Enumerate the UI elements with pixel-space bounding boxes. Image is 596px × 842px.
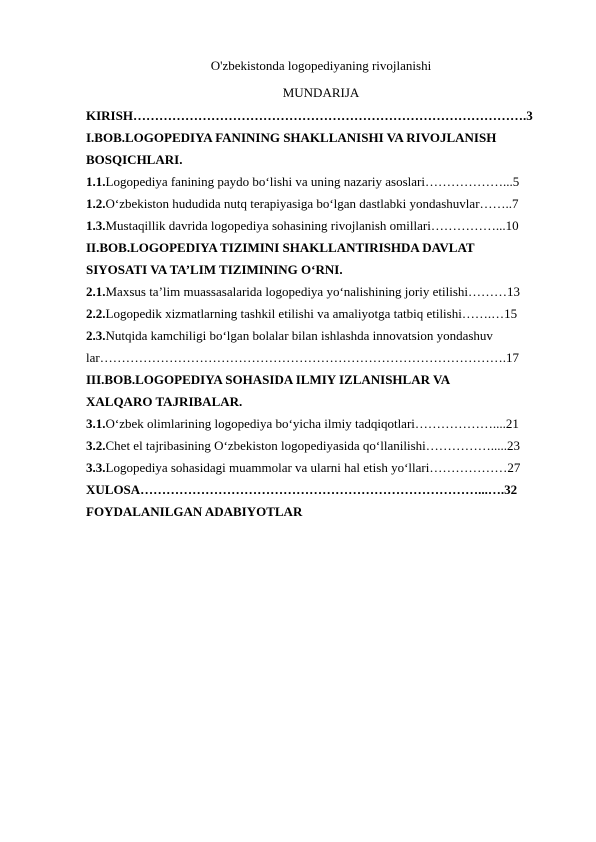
section-number: 3.2. [86, 438, 106, 453]
section-title: Maxsus ta’lim muassasalarida logopediya yo‘nalishining joriy etilishi………13 [105, 284, 520, 299]
toc-chapter-2-title: II.BOB.LOGOPEDIYA TIZIMINI SHAKLLANTIRISHDA DAVLAT [86, 240, 475, 255]
section-title: Mustaqillik davrida logopediya sohasining rivojlanish omillari……………...10 [105, 218, 519, 233]
section-number: 1.3. [86, 218, 106, 233]
toc-section-2-1 [86, 284, 556, 300]
section-title: O‘zbekiston hududida nutq terapiyasiga bo‘lgan dastlabki yondashuvlar……..7 [105, 196, 519, 211]
toc-chapter-1-title-cont: BOSQICHLARI. [86, 152, 183, 167]
section-title: Nutqida kamchiligi bo‘lgan bolalar bilan ishlashda innovatsion yondashuv [105, 328, 493, 343]
toc-heading: MUNDARIJA [282, 85, 360, 100]
toc-section-3-2 [86, 438, 556, 454]
toc-section-3-1 [86, 416, 556, 432]
toc-section-2-3-cont: lar………………………………………………………………………………….17 [86, 350, 519, 365]
section-title: Logopediya fanining paydo bo‘lishi va uning nazariy asoslari………………...5 [105, 174, 520, 189]
section-number: 2.3. [86, 328, 106, 343]
section-number: 1.1. [86, 174, 106, 189]
document-title: O'zbekistonda logopediyaning rivojlanishi [210, 58, 432, 73]
section-number: 1.2. [86, 196, 106, 211]
section-title: O‘zbek olimlarining logopediya bo‘yicha ilmiy tadqiqotlari………………....21 [105, 416, 519, 431]
toc-section-1-1 [86, 174, 556, 190]
section-number: 3.3. [86, 460, 106, 475]
section-title: Chet el tajribasining O‘zbekiston logopediyasida qo‘llanilishi…………….....23 [105, 438, 520, 453]
section-title: Logopediya sohasidagi muammolar va ularni hal etish yo‘llari………………27 [105, 460, 521, 475]
toc-section-1-2 [86, 196, 556, 212]
document-page [86, 58, 556, 520]
toc-conclusion: XULOSA……………………………………………………………………...….32 [86, 482, 518, 497]
section-number: 3.1. [86, 416, 106, 431]
toc-section-1-3 [86, 218, 556, 234]
toc-chapter-1-title: I.BOB.LOGOPEDIYA FANINING SHAKLLANISHI VA RIVOJLANISH [86, 130, 497, 145]
section-number: 2.2. [86, 306, 106, 321]
toc-section-3-3 [86, 460, 556, 476]
toc-references: FOYDALANILGAN ADABIYOTLAR [86, 504, 303, 519]
toc-chapter-3-title-cont: XALQARO TAJRIBALAR. [86, 394, 243, 409]
toc-section-2-3 [86, 328, 556, 344]
toc-section-2-2 [86, 306, 556, 322]
toc-chapter-3-title: III.BOB.LOGOPEDIYA SOHASIDA ILMIY IZLANISHLAR VA [86, 372, 451, 387]
toc-introduction: KIRISH……………………………………………………………………………….3 [86, 108, 533, 123]
section-number: 2.1. [86, 284, 106, 299]
section-title: Logopedik xizmatlarning tashkil etilishi va amaliyotga tatbiq etilishi…….…15 [105, 306, 518, 321]
toc-chapter-2-title-cont: SIYOSATI VA TA’LIM TIZIMINING O‘RNI. [86, 262, 343, 277]
